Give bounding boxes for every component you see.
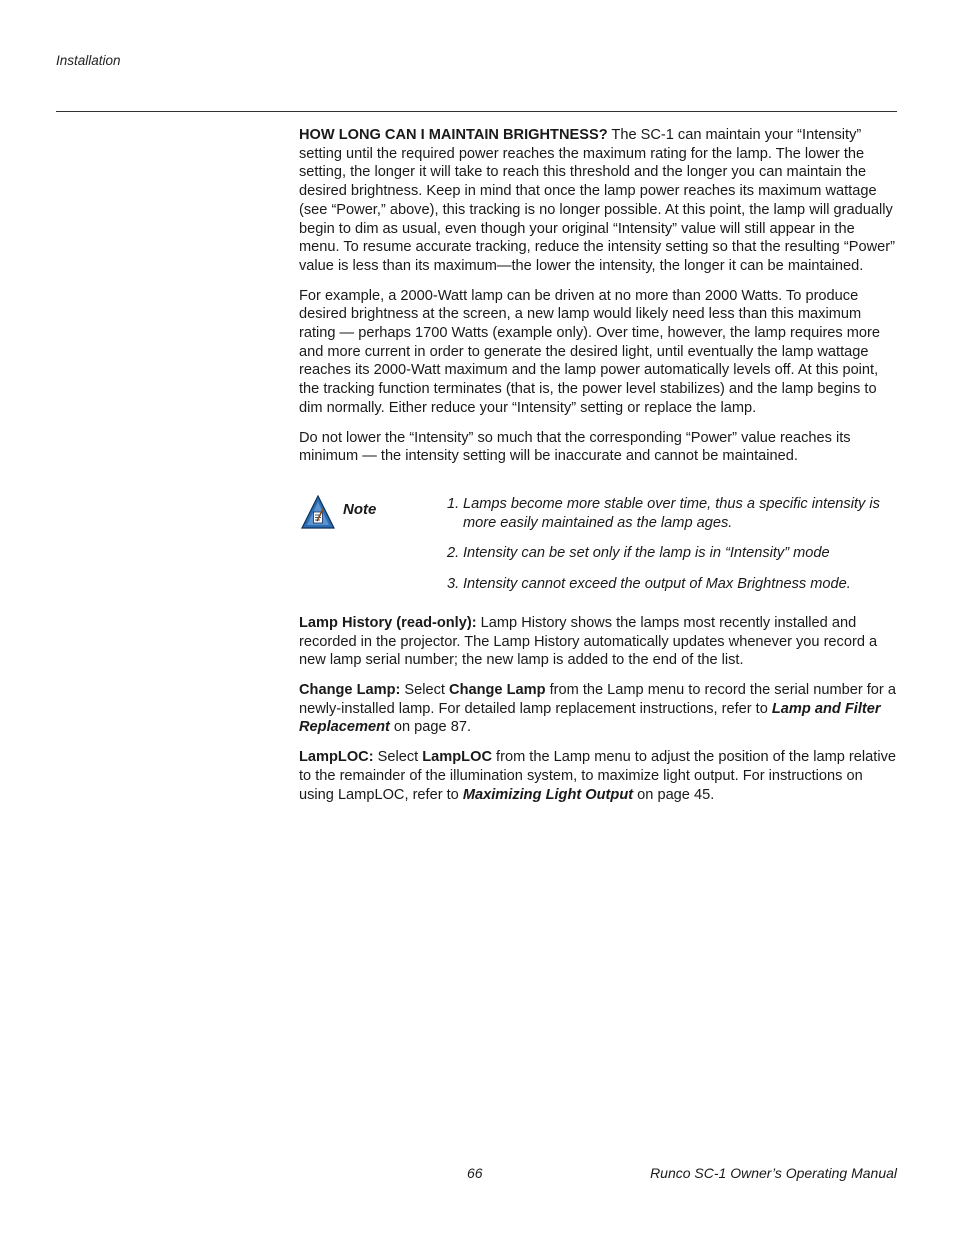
page-content xyxy=(299,126,897,815)
note-item-number: 2. xyxy=(447,545,460,562)
header-divider xyxy=(56,111,897,112)
note-list xyxy=(447,495,897,606)
note-block xyxy=(299,496,897,614)
lamploc-heading: LampLOC: xyxy=(299,749,374,766)
change-lamp-text-1: Select xyxy=(400,682,450,699)
lamploc-paragraph xyxy=(299,748,897,804)
lamp-filter-replacement-link[interactable]: Lamp and Filter Replacement xyxy=(299,700,881,736)
note-label: Note xyxy=(343,500,377,518)
note-item-text: Intensity cannot exceed the output of Max Brightness mode. xyxy=(463,576,851,593)
lamp-history-paragraph xyxy=(299,614,897,670)
brightness-paragraph xyxy=(299,126,897,276)
change-lamp-heading: Change Lamp: xyxy=(299,682,401,699)
lamp-history-heading: Lamp History (read-only): xyxy=(299,614,477,631)
maximizing-light-output-link[interactable]: Maximizing Light Output xyxy=(462,786,634,803)
note-item-text: Intensity can be set only if the lamp is in “Intensity” mode xyxy=(463,545,830,562)
change-lamp-text-3: on page 87. xyxy=(389,719,471,736)
page-number: 66 xyxy=(467,1165,483,1181)
note-item xyxy=(447,495,897,532)
change-lamp-menu-item: Change Lamp xyxy=(449,682,546,699)
note-item xyxy=(447,575,897,594)
note-item-number: 1. xyxy=(447,495,460,512)
note-item-number: 3. xyxy=(447,576,460,593)
example-paragraph: For example, a 2000-Watt lamp can be driven at no more than 2000 Watts. To produce desired brightness at the screen, a new lamp would likely need less than this maximum rating — perhaps 1700 Watts (example only). Over time, however, the lamp requires more and more current in order to generate the desired light, until eventually the lamp wattage reaches its 2000-Watt maximum and the lamp power automatically levels off. At this point, the tracking function terminates (that is, the power level stabilizes) and the lamp begins to dim normally. Either reduce your “Intensity” setting or replace the lamp. xyxy=(299,287,881,416)
lamploc-text-1: Select xyxy=(373,749,423,766)
lamploc-menu-item: LampLOC xyxy=(422,749,492,766)
lamploc-text-3: on page 45. xyxy=(633,786,715,803)
note-item xyxy=(447,544,897,563)
note-item-text: Lamps become more stable over time, thus a specific intensity is more easily maintained as the lamp ages. xyxy=(463,495,880,531)
note-pencil-icon xyxy=(301,495,335,529)
change-lamp-text-2: from the Lamp menu to record the serial number for a newly-installed lamp. For detailed lamp replacement instructions, refer to xyxy=(299,682,896,717)
manual-title: Runco SC-1 Owner’s Operating Manual xyxy=(650,1165,897,1181)
brightness-heading: HOW LONG CAN I MAINTAIN BRIGHTNESS? xyxy=(299,127,608,143)
lamploc-text-2: from the Lamp menu to adjust the position of the lamp relative to the remainder of the illumination system, to maximize light output. For instructions on using LampLOC, refer to xyxy=(299,749,896,803)
brightness-text: The SC-1 can maintain your “Intensity” setting until the required power reaches the maximum rating for the lamp. The lower the setting, the longer it will take to reach this threshold and the longer you can maintain the desired brightness. Keep in mind that once the lamp power reaches its maximum wattage (see “Power,” above), this tracking is no longer possible. At this point, the lamp will gradually begin to dim as usual, even though your original “Intensity” value will still appear in the menu. To resume accurate tracking, reduce the intensity setting so that the resulting “Power” value is less than its maximum—the lower the intensity, the longer it can be maintained. xyxy=(299,127,895,274)
running-header: Installation xyxy=(56,53,121,68)
lamp-history-text: Lamp History shows the lamps most recently installed and recorded in the projector. The Lamp History automatically updates whenever you record a new lamp serial number; the new lamp is added to the end of the list. xyxy=(299,614,878,669)
warning-paragraph: Do not lower the “Intensity” so much that the corresponding “Power” value reaches its minimum — the intensity setting will be inaccurate and cannot be maintained. xyxy=(299,429,851,465)
change-lamp-paragraph xyxy=(299,681,897,737)
